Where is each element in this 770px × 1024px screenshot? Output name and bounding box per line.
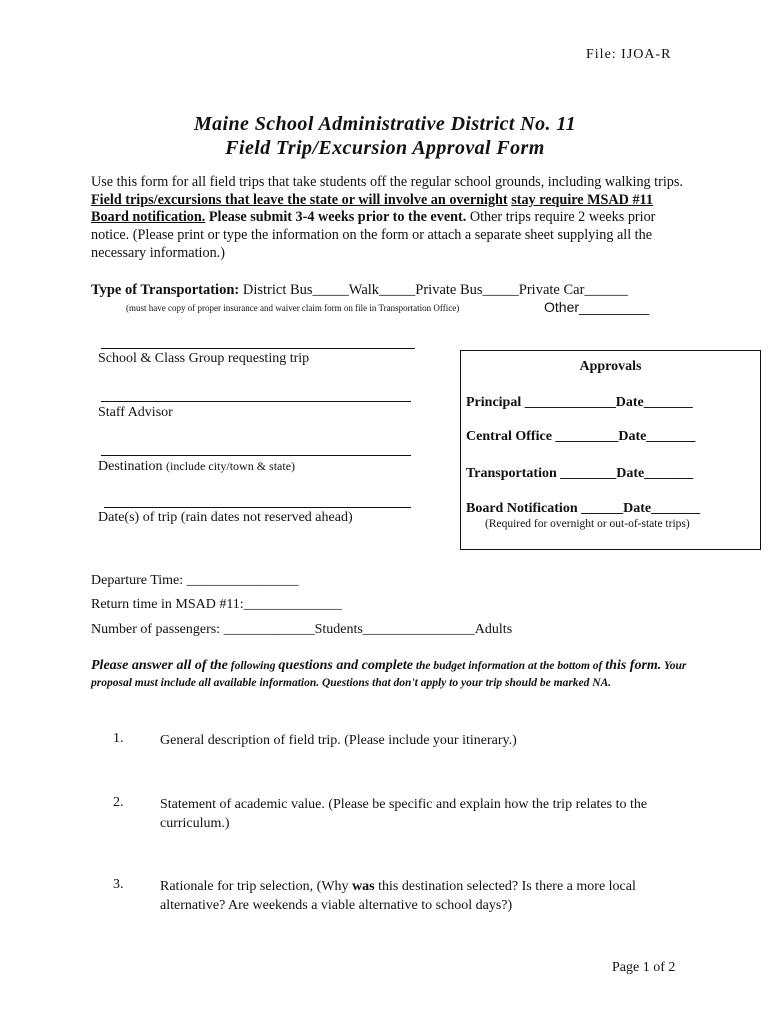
destination-note: (include city/town & state) <box>166 459 296 473</box>
school-class-line[interactable] <box>101 348 415 349</box>
board-notification-approval[interactable]: Board Notification ______Date_______ <box>466 501 701 516</box>
question-1-number: 1. <box>113 731 124 746</box>
district-title: Maine School Administrative District No. 11 <box>193 113 577 135</box>
approvals-title: Approvals <box>579 359 642 374</box>
file-code-label: File: IJOA-R <box>586 47 672 62</box>
approvals-box <box>460 350 761 550</box>
question-2-text: Statement of academic value. (Please be specific and explain how the trip relates to the curriculum.) <box>160 797 648 831</box>
approvals-note: (Required for overnight or out-of-state trips) <box>485 518 690 530</box>
intro-text-6: Other trips require 2 weeks prior notice. (Please print or type the information on the form or attach a separate sheet supplying all the necessary information.) <box>91 209 656 261</box>
dates-line[interactable] <box>104 507 411 508</box>
transportation-label: Type of Transportation: <box>91 282 240 298</box>
instructions-b: following <box>227 660 279 672</box>
form-title: Field Trip/Excursion Approval Form <box>225 137 545 159</box>
question-3-text <box>160 877 680 915</box>
departure-time[interactable]: Departure Time: ________________ <box>91 573 299 588</box>
instructions-d: the budget information at the bottom of <box>412 660 606 672</box>
instructions-a: Please answer all of the <box>91 658 228 673</box>
instructions-c: questions and complete <box>278 658 413 673</box>
transportation-other[interactable]: Other_________ <box>544 299 650 315</box>
instructions-f: Your proposal must include all available information. Questions that don't apply to your trip should be marked NA. <box>91 660 687 689</box>
question-3-text-c: this destination selected? Is there a more local alternative? Are weekends a viable alternative to school days?) <box>160 879 636 913</box>
question-3-text-b: was <box>352 879 375 894</box>
intro-paragraph <box>91 174 691 263</box>
instructions-paragraph <box>91 657 691 692</box>
intro-text-5: Please submit 3-4 weeks prior to the event. <box>205 209 467 226</box>
number-of-passengers[interactable]: Number of passengers: _____________Students________________Adults <box>91 622 513 637</box>
transportation-note: (must have copy of proper insurance and waiver claim form on file in Transportation Office) <box>126 303 460 313</box>
central-office-approval[interactable]: Central Office _________Date_______ <box>466 429 696 444</box>
intro-text-2: Field trips/excursions that leave the state or will involve an overnight <box>91 191 508 208</box>
question-2-number: 2. <box>113 795 124 810</box>
intro-text-1: Use this form for all field trips that take students off the regular school grounds, including walking trips. <box>91 174 683 190</box>
destination-line[interactable] <box>101 455 411 456</box>
staff-advisor-label: Staff Advisor <box>98 405 173 420</box>
school-class-label: School & Class Group requesting trip <box>98 351 310 366</box>
destination-text: Destination <box>98 459 163 474</box>
question-1-text: General description of field trip. (Please include your itinerary.) <box>160 733 517 748</box>
principal-approval[interactable]: Principal _____________Date_______ <box>466 395 693 410</box>
destination-label <box>98 459 295 475</box>
transportation-line <box>91 282 628 299</box>
transportation-approval[interactable]: Transportation ________Date_______ <box>466 466 694 481</box>
staff-advisor-line[interactable] <box>101 401 411 402</box>
dates-label: Date(s) of trip (rain dates not reserved ahead) <box>98 510 353 525</box>
instructions-e: this form. <box>605 658 662 673</box>
page-number: Page 1 of 2 <box>612 960 676 975</box>
intro-text-4: stay require MSAD #11 Board notification. <box>91 191 653 226</box>
return-time[interactable]: Return time in MSAD #11:______________ <box>91 597 342 612</box>
question-3-number: 3. <box>113 877 124 892</box>
question-3-text-a: Rationale for trip selection, (Why <box>160 879 353 894</box>
transportation-options[interactable]: District Bus_____Walk_____Private Bus_____Private Car______ <box>239 282 628 298</box>
